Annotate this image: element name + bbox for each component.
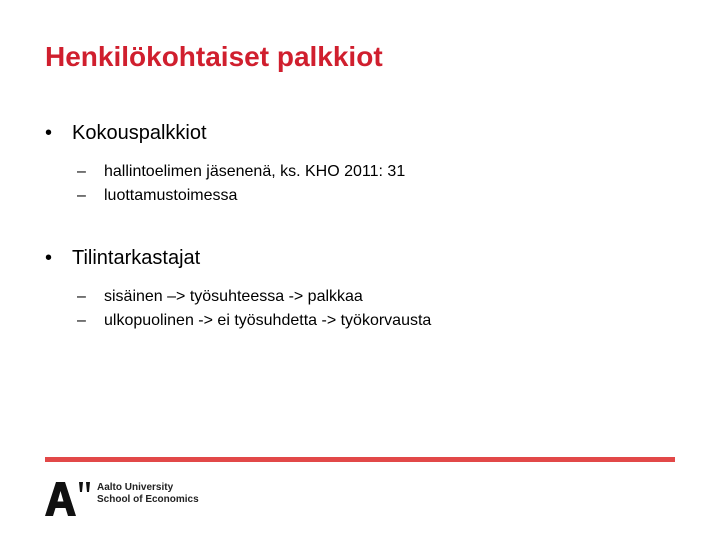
sub-item-text: luottamustoimessa [104, 187, 238, 204]
sub-item [45, 160, 685, 184]
dash-marker: – [77, 312, 86, 329]
slide-title: Henkilökohtaiset palkkiot [45, 41, 383, 72]
aalto-a-logo-icon [45, 482, 91, 516]
sub-list [45, 160, 685, 208]
sub-item-text: sisäinen –> työsuhteessa -> palkkaa [104, 288, 363, 305]
sub-item [45, 184, 685, 208]
sub-item [45, 285, 685, 309]
dash-marker: – [77, 288, 86, 305]
dash-marker: – [77, 187, 86, 204]
sub-item-text: ulkopuolinen -> ei työsuhdetta -> työkorvausta [104, 312, 432, 329]
logo-wordmark [97, 482, 199, 506]
sub-list [45, 285, 685, 333]
bullet-marker: • [45, 122, 53, 144]
bullet-list [45, 121, 685, 333]
logo-school-name: School of Economics [97, 494, 199, 505]
bullet-group [45, 246, 685, 333]
bullet-text: Tilintarkastajat [72, 247, 201, 269]
bullet-text: Kokouspalkkiot [72, 122, 207, 144]
logo-university-name: Aalto University [97, 482, 174, 493]
dash-marker: – [77, 163, 86, 180]
sub-item-text: hallintoelimen jäsenenä, ks. KHO 2011: 31 [104, 163, 406, 180]
bullet-item [45, 121, 685, 145]
aalto-logo [45, 482, 285, 522]
bullet-group [45, 121, 685, 208]
bullet-marker: • [45, 247, 53, 269]
footer-divider [45, 457, 675, 462]
sub-item [45, 309, 685, 333]
bullet-item [45, 246, 685, 270]
